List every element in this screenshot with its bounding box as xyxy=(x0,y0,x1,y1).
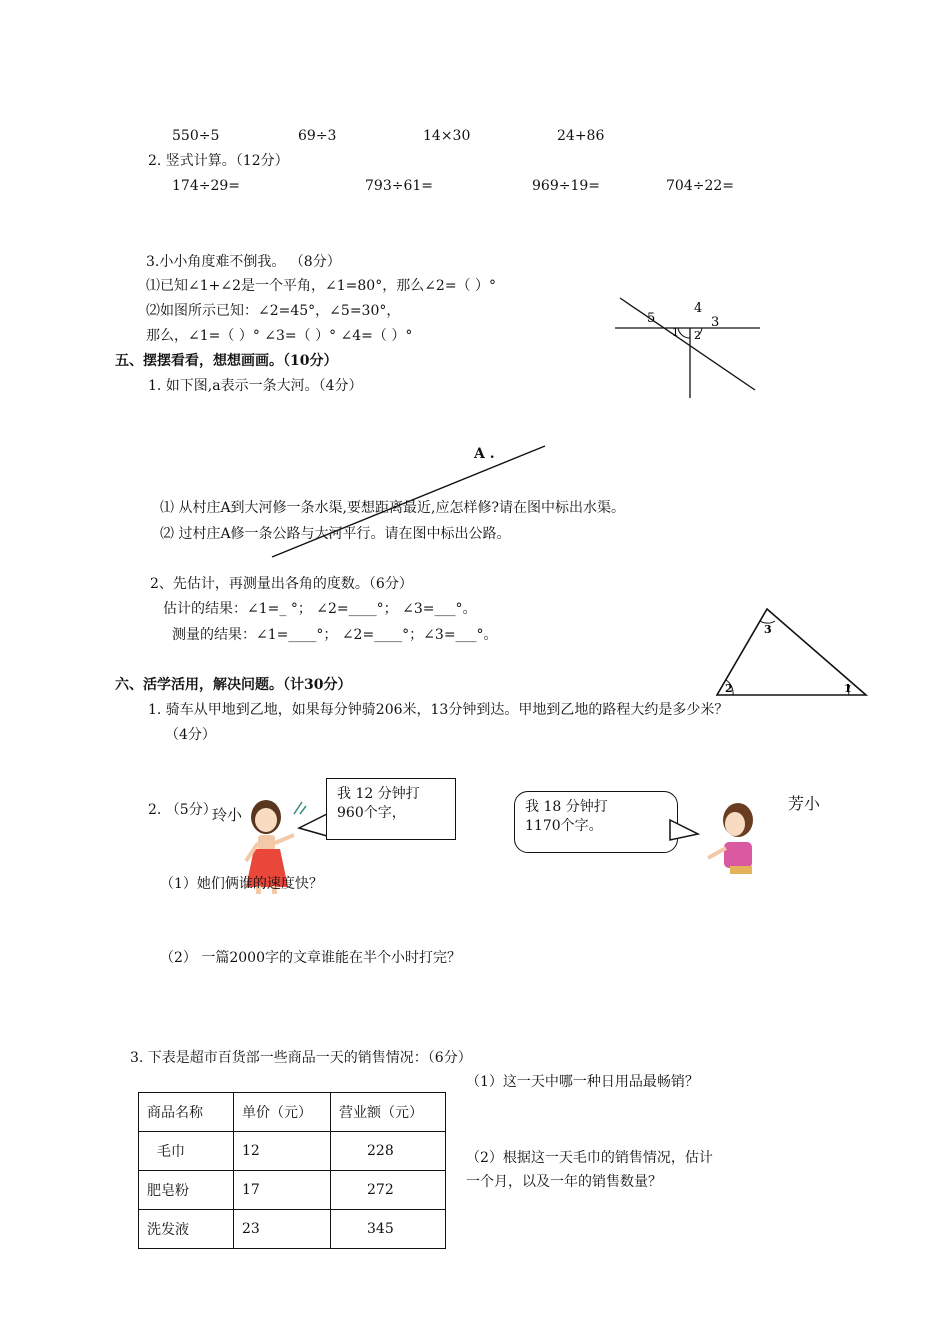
name-left: 玲小 xyxy=(212,806,243,824)
bubble-left-line2: 960个字， xyxy=(337,804,406,821)
bubble-right-line1: 我 18 分钟打 xyxy=(525,799,608,815)
village-a: A . xyxy=(474,446,495,462)
triangle-label-1: 1 xyxy=(844,682,852,695)
vertical-calc-3: 969÷19= xyxy=(532,178,600,194)
table-header-row xyxy=(139,1093,446,1132)
cell-name: 洗发液 xyxy=(139,1210,234,1249)
triangle-label-2: 2 xyxy=(725,682,733,695)
measure-line: 测量的结果：∠1=____°； ∠2=____°；∠3=___°。 xyxy=(172,627,498,643)
bubble-right-line2: 1170个字。 xyxy=(525,817,603,834)
bubble-left-line1: 我 12 分钟打 xyxy=(337,786,420,802)
cell-price: 17 xyxy=(234,1171,331,1210)
table-row xyxy=(139,1171,446,1210)
header-item-name: 商品名称 xyxy=(139,1093,234,1132)
s5-q2: 2、先估计，再测量出各角的度数。（6分） xyxy=(150,576,413,592)
s5-sub1: ⑴ 从村庄A到大河修一条水渠,要想距离最近,应怎样修?请在图中标出水渠。 xyxy=(160,500,625,516)
calc-item-3: 14×30 xyxy=(423,128,471,144)
cell-name: 肥皂粉 xyxy=(139,1171,234,1210)
s6-q3-sub2-line1: （2）根据这一天毛巾的销售情况，估计 xyxy=(466,1150,713,1166)
section-6-title: 六、活学活用，解决问题。（计30分） xyxy=(115,677,352,693)
section-5-title: 五、摆摆看看，想想画画。（10分） xyxy=(115,353,338,369)
cell-price: 23 xyxy=(234,1210,331,1249)
s6-q2-sub2: （2） 一篇2000字的文章谁能在半个小时打完？ xyxy=(160,950,461,966)
header-revenue: 营业额（元） xyxy=(331,1093,446,1132)
estimate-line: 估计的结果：∠1=_ °； ∠2=____°； ∠3=___°。 xyxy=(163,601,477,617)
q3-line2: ⑵如图所示已知：∠2=45°，∠5=30°， xyxy=(146,303,401,319)
table-row xyxy=(139,1210,446,1249)
vertical-calc-1: 174÷29= xyxy=(172,178,240,194)
sales-table xyxy=(138,1092,446,1249)
s6-q3-sub2-line2: 一个月，以及一年的销售数量？ xyxy=(466,1174,662,1190)
vertical-calc-4: 704÷22= xyxy=(666,178,734,194)
q2-title: 2. 竖式计算。（12分） xyxy=(148,153,289,169)
cell-revenue: 272 xyxy=(331,1171,446,1210)
header-unit-price: 单价（元） xyxy=(234,1093,331,1132)
speech-bubble-left xyxy=(326,778,456,840)
calc-item-4: 24+86 xyxy=(557,128,605,144)
triangle-label-3: 3 xyxy=(764,623,772,636)
diagram-label-1: 1 xyxy=(672,326,679,339)
cell-price: 12 xyxy=(234,1132,331,1171)
s6-q2-number: 2. （5分） xyxy=(148,802,217,818)
s6-q2-sub1: （1）她们俩谁的速度快？ xyxy=(160,876,323,892)
s6-q3-title: 3. 下表是超市百货部一些商品一天的销售情况：（6分） xyxy=(130,1050,472,1066)
cell-revenue: 228 xyxy=(331,1132,446,1171)
cell-revenue: 345 xyxy=(331,1210,446,1249)
s6-q1-line1: 1. 骑车从甲地到乙地，如果每分钟骑206米，13分钟到达。甲地到乙地的路程大约是多少米？ xyxy=(148,702,729,718)
q3-line1: ⑴已知∠1+∠2是一个平角，∠1=80°，那么∠2=（ ）° xyxy=(146,278,497,294)
s6-q3-sub1: （1）这一天中哪一种日用品最畅销？ xyxy=(466,1074,699,1090)
name-right: 芳小 xyxy=(788,794,821,813)
girl-right-illustration xyxy=(702,798,762,878)
calc-item-2: 69÷3 xyxy=(298,128,337,144)
cell-name: 毛巾 xyxy=(139,1132,234,1171)
q3-line3: 那么，∠1=（ ）° ∠3=（ ）° ∠4=（ ）° xyxy=(146,328,413,344)
s5-sub2: ⑵ 过村庄A修一条公路与大河平行。请在图中标出公路。 xyxy=(160,526,511,542)
speech-bubble-right xyxy=(514,791,678,853)
angle-diagram xyxy=(610,290,780,405)
diagram-label-2: 2 xyxy=(694,329,701,342)
calc-item-1: 550÷5 xyxy=(172,128,220,144)
s6-q1-line2: （4分） xyxy=(165,727,216,743)
vertical-calc-2: 793÷61= xyxy=(365,178,433,194)
s5-q1: 1. 如下图,a表示一条大河。（4分） xyxy=(148,378,363,394)
diagram-label-3: 3 xyxy=(711,315,720,330)
q3-title: 3.小小角度难不倒我。 （8分） xyxy=(146,254,341,270)
diagram-label-4: 4 xyxy=(694,301,703,316)
table-row xyxy=(139,1132,446,1171)
triangle-diagram xyxy=(712,605,872,700)
diagram-label-5: 5 xyxy=(647,311,656,326)
